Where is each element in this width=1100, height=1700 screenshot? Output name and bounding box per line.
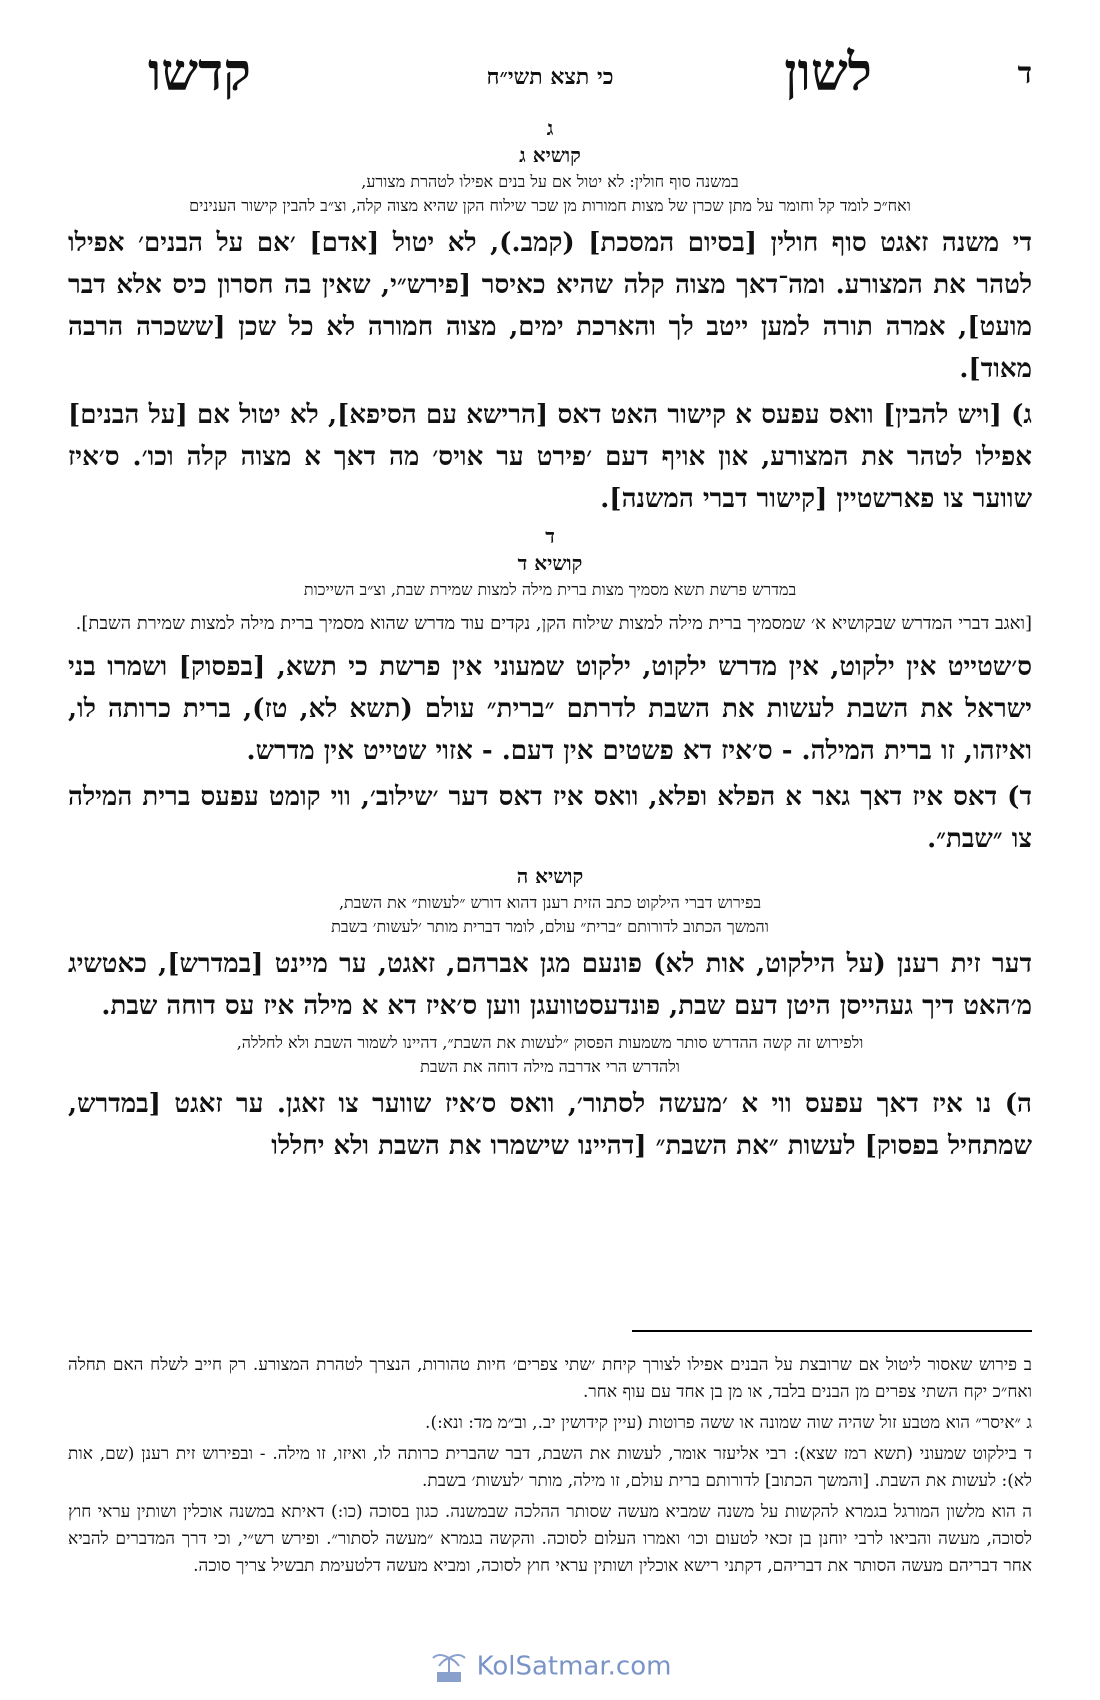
body-paragraph: ג) [ויש להבין] וואס עפעס א קישור האט דאס [הרישא עם הסיפא], לא יטול אם [על הבנים] אפילו לטהר את המצורע, און אויף דעם ׳פירט ער אויס׳ מה דאך א מצוה קלה וכו׳. ס׳איז שווער צו פארשטיין [קישור דברי המשנה]. bbox=[68, 400, 1032, 514]
body-paragraph: דער זית רענן (על הילקוט, אות לא) פונעם מגן אברהם, זאגט, ער מיינט [במדרש], כאטשיג מ׳האט דיך געהייסן היטן דעם שבת, פונדעסטוועגן ווען ס׳איז דא א מילה איז עס דוחה שבת. bbox=[68, 949, 1032, 1021]
header-parsha: כי תצא תשי״ח bbox=[486, 64, 614, 90]
logo-text: KolSatmar.com bbox=[476, 1651, 672, 1682]
palm-book-icon bbox=[429, 1650, 469, 1684]
footnote: ב פירוש שאסור ליטול אם שרובצת על הבנים אפילו לצורך קיחת ׳שתי צפרים׳ חיות טהורות, הנצרך לטהרת המצורע. רק חייב לשלח האם תחלה ואח״כ יקח השתי צפרים מן הבנים בלבד, או מן בן אחד עם עוף אחר. bbox=[68, 1355, 1032, 1402]
page bbox=[68, 0, 1032, 1700]
footnote: ד בילקוט שמעוני (תשא רמז שצא): רבי אליעזר אומר, לעשות את השבת, דבר שהברית כרותה לו, ואיזו, זו מילה. - ובפירוש זית רענן (שם, אות לא): לעשות את השבת. [והמשך הכתוב] לדורותם ברית עולם, זו מילה, מותר ׳לעשות׳ בשבת. bbox=[68, 1444, 1032, 1491]
footnote: ה הוא מלשון המורגל בגמרא להקשות על משנה שמביא מעשה שסותר ההלכה שבמשנה. כגון בסוכה (כו:) דאיתא במשנה אוכלין ושותין עראי חוץ לסוכה, מעשה והביאו לרבי יוחנן בן זכאי לטעום וכו׳ ואמרו העלום לסוכה. והקשה בגמרא ״מעשה לסתור״. ופירש רש״י, וכי דרך המדברים להביא אחר דבריהם מעשה הסותר את דבריהם, דקתני רישא אוכלין ושותין עראי חוץ לסוכה, ומביא מעשה דלטעימת תבשיל צריך סוכה. bbox=[68, 1502, 1032, 1576]
body-paragraph: ס׳שטייט אין ילקוט, אין מדרש ילקוט, ילקוט שמעוני אין פרשת כי תשא, [בפסוק] ושמרו בני ישראל את השבת לעשות את השבת לדרתם ״ברית״ עולם (תשא לא, טז), ברית כרותה לו, ואיזהו, זו ברית המילה. - ס׳איז דא פשטים אין דעם. - אזוי שטייט אין מדרש. bbox=[68, 652, 1032, 766]
section-summary: ולפירוש זה קשה ההדרש סותר משמעות הפסוק ״לעשות את השבת״, דהיינו לשמור השבת ולא לחללה, bbox=[236, 1033, 864, 1052]
section-summary: במשנה סוף חולין: לא יטול אם על בנים אפילו לטהרת מצורע, bbox=[361, 172, 739, 191]
footnote-divider bbox=[632, 1330, 1032, 1332]
section-summary: והמשך הכתוב לדורותם ״ברית״ עולם, לומר דברית מותר ׳לעשות׳ בשבת bbox=[331, 917, 769, 936]
body-paragraph: די משנה זאגט סוף חולין [בסיום המסכת] (קמב.), לא יטול [אדם] ׳אם על הבנים׳ אפילו לטהר את המצורע. ומה־דאך מצוה קלה שהיא כאיסר [פירש״י, שאין בה חסרון כיס אלא דבר מועט], אמרה תורה למען ייטב לך והארכת ימים, מצוה חמורה לא כל שכן [ששכרה הרבה מאוד]. bbox=[68, 228, 1032, 384]
header-title-right: לשון bbox=[784, 42, 872, 103]
footnote: ג ״איסר״ הוא מטבע זול שהיה שוה שמונה או ששה פרוטות (עיין קידושין יב., וב״מ מד: ונא:). bbox=[425, 1413, 1032, 1433]
section-letter: ג bbox=[546, 116, 554, 140]
header-title-left: קדשו bbox=[148, 42, 251, 103]
section-5-heading bbox=[68, 864, 1032, 939]
section-5-note bbox=[68, 1031, 1032, 1079]
section-summary: ואח״כ לומד קל וחומר על מתן שכרן של מצות חמורות מן שכר שילוח הקן שהיא מצוה קלה, וצ״ב להבין קישור הענינים bbox=[189, 196, 911, 215]
watermark-logo bbox=[0, 1650, 1100, 1684]
body-paragraph: ה) נו איז דאך עפעס ווי א ׳מעשה לסתור׳, וואס ס׳איז שווער צו זאגן. ער זאגט [במדרש, שמתחיל בפסוק] לעשות ״את השבת״ [דהיינו שישמרו את השבת ולא יחללו bbox=[68, 1089, 1032, 1161]
section-3-heading bbox=[68, 116, 1032, 218]
section-title: קושיא ד bbox=[517, 551, 583, 575]
running-header bbox=[68, 42, 1032, 112]
main-content bbox=[68, 116, 1032, 1171]
section-title: קושיא ג bbox=[519, 143, 581, 167]
page-number: ד bbox=[1017, 56, 1032, 91]
section-summary: בפירוש דברי הילקוט כתב הזית רענן דהוא דורש ״לעשות״ את השבת, bbox=[338, 893, 762, 912]
section-letter: ד bbox=[545, 524, 555, 548]
section-title: קושיא ה bbox=[516, 864, 584, 888]
bracket-paragraph: [ואגב דברי המדרש שבקושיא א׳ שמסמיך ברית מילה למצות שילוח הקן, נקדים עוד מדרש שהוא מסמיך ברית מילה למצות שמירת השבת]. bbox=[75, 613, 1032, 634]
section-summary: ולהדרש הרי אדרבה מילה דוחה את השבת bbox=[420, 1057, 680, 1076]
footnotes bbox=[68, 1348, 1032, 1584]
section-4-heading bbox=[68, 524, 1032, 602]
section-summary: במדרש פרשת תשא מסמיך מצות ברית מילה למצות שמירת שבת, וצ״ב השייכות bbox=[303, 580, 797, 599]
body-paragraph: ד) דאס איז דאך גאר א הפלא ופלא, וואס איז דאס דער ׳שילוב׳, ווי קומט עפעס ברית המילה צו ״שבת״. bbox=[68, 782, 1032, 854]
